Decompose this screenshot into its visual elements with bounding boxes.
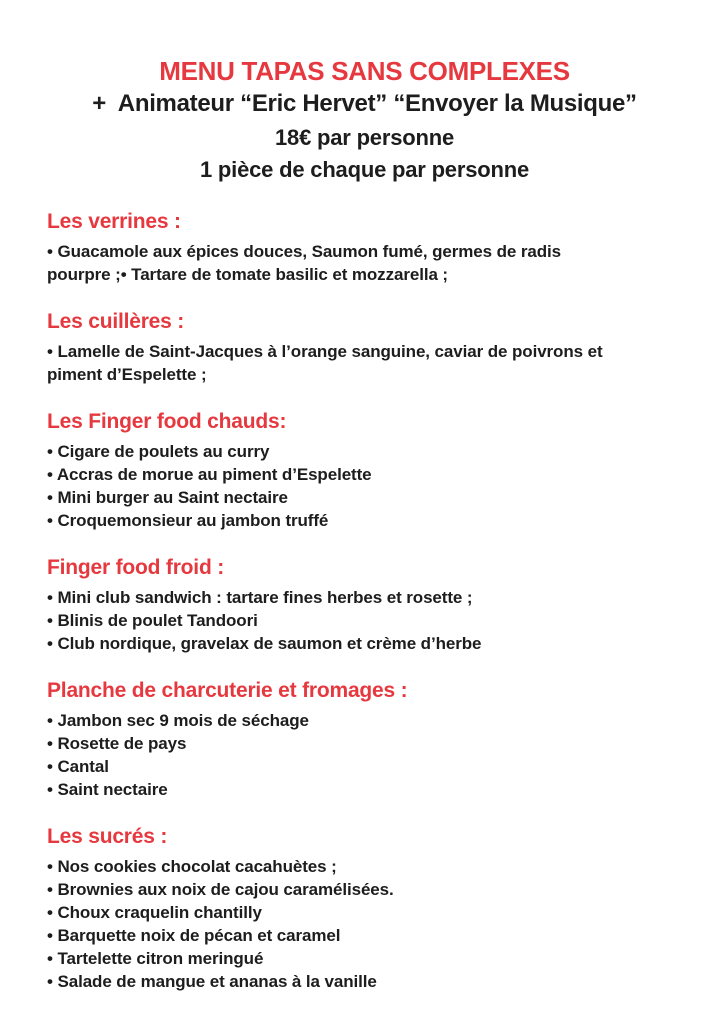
menu-item-line: • Salade de mangue et ananas à la vanille	[47, 972, 377, 991]
menu-item-line: • Blinis de poulet Tandoori	[47, 611, 258, 630]
section-heading: Planche de charcuterie et fromages :	[47, 679, 408, 702]
menu-item-line: • Choux craquelin chantilly	[47, 903, 262, 922]
menu-item-line: • Cantal	[47, 757, 109, 776]
menu-item-line: • Mini club sandwich : tartare fines herbes et rosette ;	[47, 588, 473, 607]
menu-item-line: • Croquemonsieur au jambon truffé	[47, 511, 329, 530]
section-heading: Les Finger food chauds:	[47, 410, 287, 433]
menu-item-line: pourpre ;• Tartare de tomate basilic et mozzarella ;	[47, 265, 448, 284]
section-finger-food-chauds	[47, 410, 662, 532]
section-les-sucres	[47, 825, 662, 993]
menu-item-line: • Saint nectaire	[47, 780, 168, 799]
menu-item-line: • Brownies aux noix de cajou caramélisées.	[47, 880, 394, 899]
menu-item-line: • Jambon sec 9 mois de séchage	[47, 711, 309, 730]
menu-item-line: • Mini burger au Saint nectaire	[47, 488, 288, 507]
menu-item-line: • Tartelette citron meringué	[47, 949, 264, 968]
page-title: MENU TAPAS SANS COMPLEXES	[159, 56, 570, 86]
menu-item-line: • Barquette noix de pécan et caramel	[47, 926, 341, 945]
menu-header	[35, 56, 694, 186]
section-les-verrines	[47, 210, 662, 286]
section-heading: Finger food froid :	[47, 556, 224, 579]
menu-item-line: • Club nordique, gravelax de saumon et crème d’herbe	[47, 634, 482, 653]
menu-item-line: piment d’Espelette ;	[47, 365, 207, 384]
menu-item-line: • Accras de morue au piment d’Espelette	[47, 465, 372, 484]
section-heading: Les cuillères :	[47, 310, 185, 333]
section-planche-charcuterie-fromages	[47, 679, 662, 801]
section-heading: Les sucrés :	[47, 825, 168, 848]
menu-item-line: • Cigare de poulets au curry	[47, 442, 270, 461]
section-finger-food-froid	[47, 556, 662, 655]
menu-item-line: • Guacamole aux épices douces, Saumon fumé, germes de radis	[47, 242, 562, 261]
menu-item-line: • Lamelle de Saint-Jacques à l’orange sanguine, caviar de poivrons et	[47, 342, 603, 361]
menu-item-line: • Nos cookies chocolat cacahuètes ;	[47, 857, 337, 876]
animator-line: + Animateur “Eric Hervet” “Envoyer la Musique”	[92, 90, 637, 117]
section-les-cuilleres	[47, 310, 662, 386]
menu-item-line: • Rosette de pays	[47, 734, 187, 753]
price-per-person: 18€ par personne	[275, 125, 454, 150]
portion-per-person: 1 pièce de chaque par personne	[199, 157, 529, 182]
section-heading: Les verrines :	[47, 210, 181, 233]
